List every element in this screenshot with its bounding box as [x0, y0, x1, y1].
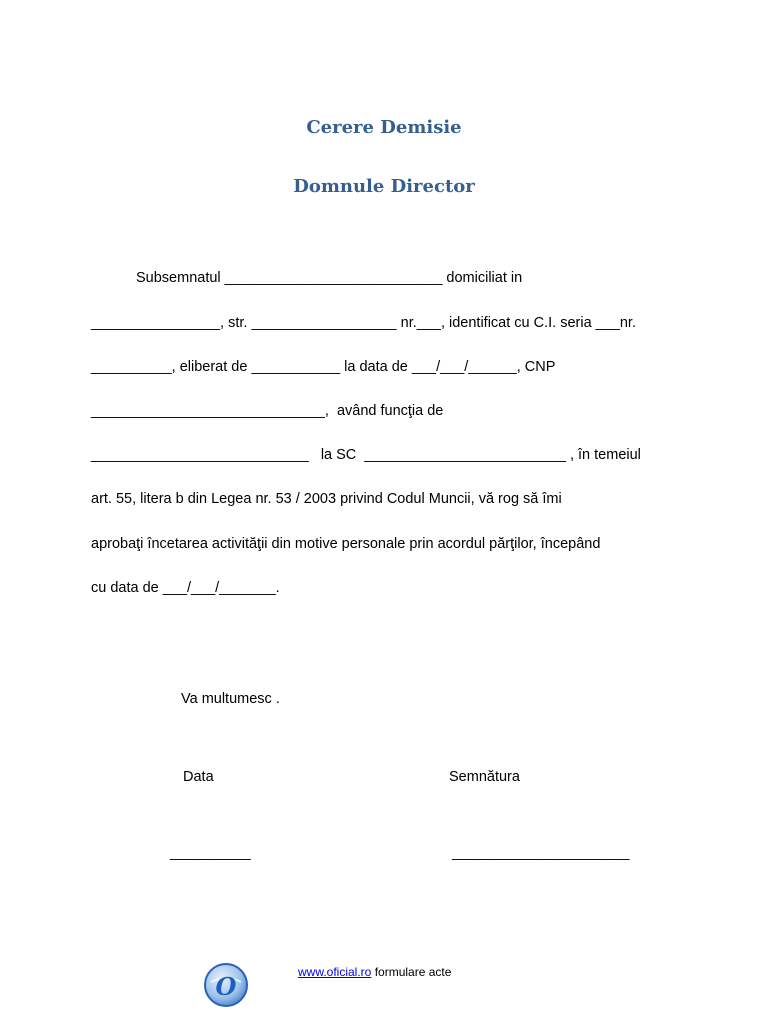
salutation: Domnule Director — [293, 176, 475, 197]
body-line: art. 55, litera b din Legea nr. 53 / 2003 privind Codul Muncii, vă rog să îmi — [91, 491, 562, 507]
body-line: cu data de ___/___/_______. — [91, 580, 280, 596]
body-line: __________, eliberat de ___________ la data de ___/___/______, CNP — [91, 359, 556, 375]
signature-blank: ______________________ — [452, 845, 630, 861]
document-title: Cerere Demisie — [306, 117, 462, 138]
date-blank: __________ — [170, 845, 251, 861]
body-line: ___________________________ la SC _________________________ , în temeiul — [91, 447, 641, 463]
oficial-logo-icon — [203, 962, 249, 1008]
body-line: aprobaţi încetarea activităţii din motive personale prin acordul părţilor, începând — [91, 536, 601, 552]
body-line: Subsemnatul ___________________________ domiciliat in — [136, 270, 523, 286]
signature-label: Semnătura — [449, 769, 520, 785]
footer-link[interactable]: www.oficial.ro — [298, 965, 372, 979]
footer — [298, 965, 451, 979]
date-label: Data — [183, 769, 214, 785]
body-line: _____________________________, având funcţia de — [91, 403, 444, 419]
logo-letter: O — [215, 972, 237, 1001]
body-line: ________________, str. __________________ nr.___, identificat cu C.I. seria ___nr. — [91, 315, 636, 331]
closing-text: Va multumesc . — [181, 691, 280, 707]
footer-suffix: formulare acte — [371, 965, 452, 979]
